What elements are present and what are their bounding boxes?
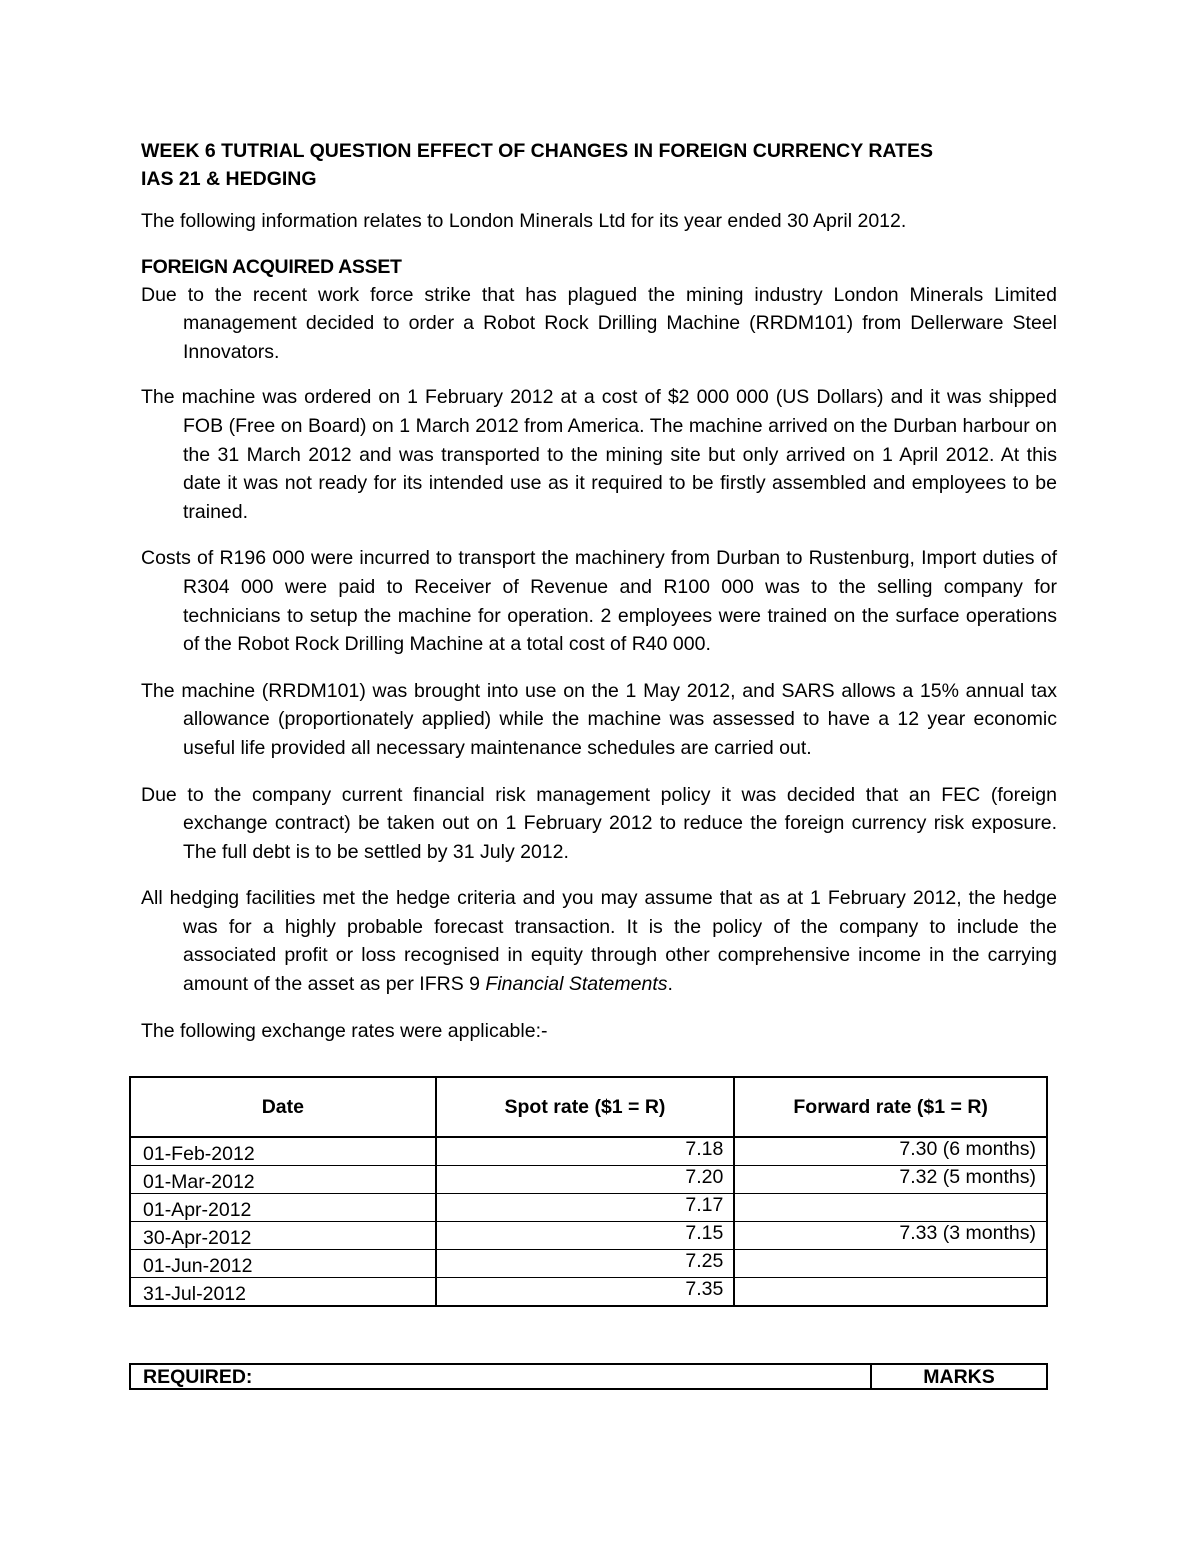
cell-date: 31-Jul-2012 bbox=[130, 1278, 436, 1307]
marks-label: MARKS bbox=[871, 1364, 1047, 1389]
table-row bbox=[130, 1278, 1047, 1307]
header-forward-rate: Forward rate ($1 = R) bbox=[734, 1077, 1047, 1137]
cell-date: 01-Mar-2012 bbox=[130, 1166, 436, 1194]
cell-spot-rate: 7.17 bbox=[436, 1194, 735, 1222]
section-heading: FOREIGN ACQUIRED ASSET bbox=[141, 255, 402, 278]
cell-forward-rate: 7.32 (5 months) bbox=[734, 1166, 1047, 1194]
paragraph: Costs of R196 000 were incurred to transport the machinery from Durban to Rustenburg, Import duties of R304 000 were paid to Receiver of Revenue and R100 000 was to the selling company for technicians to setup the machine for operation. 2 employees were trained on the surface operations of the Robot Rock Drilling Machine at a total cost of R40 000. bbox=[141, 547, 1057, 656]
cell-forward-rate bbox=[734, 1278, 1047, 1307]
cell-spot-rate: 7.25 bbox=[436, 1250, 735, 1278]
table-row bbox=[130, 1137, 1047, 1166]
paragraph: Due to the company current financial risk management policy it was decided that an FEC (foreign exchange contract) be taken out on 1 February 2012 to reduce the foreign currency risk exposure. The full debt is to be settled by 31 July 2012. bbox=[141, 783, 1057, 863]
table-row bbox=[130, 1194, 1047, 1222]
cell-spot-rate: 7.35 bbox=[436, 1278, 735, 1307]
hedge-paragraph bbox=[141, 884, 1057, 998]
cell-forward-rate bbox=[734, 1250, 1047, 1278]
cell-spot-rate: 7.18 bbox=[436, 1137, 735, 1166]
required-marks-table bbox=[129, 1363, 1048, 1390]
table-row bbox=[130, 1222, 1047, 1250]
paragraph: The machine (RRDM101) was brought into use on the 1 May 2012, and SARS allows a 15% annual tax allowance (proportionately applied) while the machine was assessed to have a 12 year economic useful life provided all necessary maintenance schedules are carried out. bbox=[141, 679, 1057, 759]
cell-forward-rate: 7.33 (3 months) bbox=[734, 1222, 1047, 1250]
rates-intro: The following exchange rates were applicable:- bbox=[141, 1019, 548, 1042]
document-body bbox=[141, 137, 1057, 1045]
required-label: REQUIRED: bbox=[143, 1365, 253, 1388]
required-row bbox=[130, 1364, 1047, 1389]
table-row bbox=[130, 1250, 1047, 1278]
document-title-line-1: WEEK 6 TUTRIAL QUESTION EFFECT OF CHANGES IN FOREIGN CURRENCY RATES bbox=[141, 140, 933, 162]
hedge-italic-text: Financial Statements bbox=[485, 973, 668, 996]
cell-date: 30-Apr-2012 bbox=[130, 1222, 436, 1250]
cell-forward-rate bbox=[734, 1194, 1047, 1222]
header-spot-rate: Spot rate ($1 = R) bbox=[436, 1077, 735, 1137]
cell-forward-rate: 7.30 (6 months) bbox=[734, 1137, 1047, 1166]
exchange-rates-table bbox=[129, 1076, 1048, 1307]
cell-date: 01-Feb-2012 bbox=[130, 1137, 436, 1166]
table-row bbox=[130, 1166, 1047, 1194]
hedge-end: . bbox=[667, 973, 673, 996]
intro-text: The following information relates to London Minerals Ltd for its year ended 30 April 2012. bbox=[141, 210, 907, 232]
paragraph: The machine was ordered on 1 February 2012 at a cost of $2 000 000 (US Dollars) and it was shipped FOB (Free on Board) on 1 March 2012 from America. The machine arrived on the Durban harbour on the 31 March 2012 and was transported to the mining site but only arrived on 1 April 2012. At this date it was not ready for its intended use as it required to be firstly assembled and employees to be trained. bbox=[141, 386, 1057, 523]
cell-date: 01-Jun-2012 bbox=[130, 1250, 436, 1278]
paragraph: Due to the recent work force strike that has plagued the mining industry London Minerals Limited management decided to order a Robot Rock Drilling Machine (RRDM101) from Dellerware Steel Innovators. bbox=[141, 283, 1057, 363]
header-date: Date bbox=[130, 1077, 436, 1137]
cell-spot-rate: 7.15 bbox=[436, 1222, 735, 1250]
cell-spot-rate: 7.20 bbox=[436, 1166, 735, 1194]
hedge-text: All hedging facilities met the hedge criteria and you may assume that as at 1 February 2012, the hedge was for a highly probable forecast transaction. It is the policy of the company to include the associated profit or loss recognised in equity through other comprehensive income in the carrying amount of the asset as per IFRS 9 bbox=[141, 887, 1057, 996]
table-header-row bbox=[130, 1077, 1047, 1137]
document-title-line-2: IAS 21 & HEDGING bbox=[141, 168, 317, 190]
cell-date: 01-Apr-2012 bbox=[130, 1194, 436, 1222]
